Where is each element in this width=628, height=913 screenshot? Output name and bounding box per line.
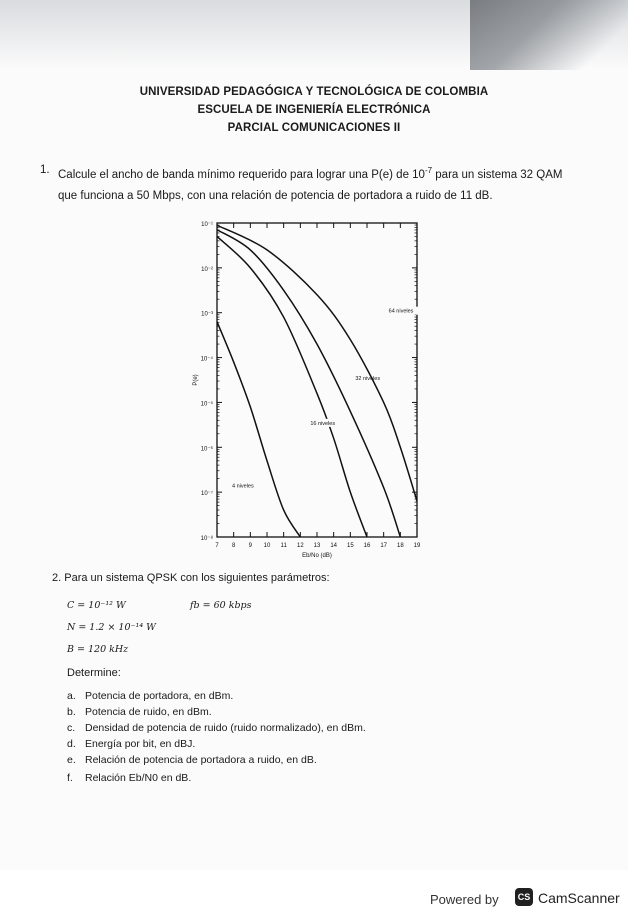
x-tick-label: 14: [330, 543, 338, 549]
x-tick-label: 18: [396, 543, 404, 549]
param-bandwidth: B = 120 kHz: [67, 644, 129, 655]
university-title: UNIVERSIDAD PEDAGÓGICA Y TECNOLÓGICA DE COLOMBIA: [139, 86, 489, 98]
x-tick-label: 7: [215, 543, 219, 549]
page-fold: [470, 0, 628, 70]
x-axis-label: Eb/No (dB): [302, 553, 332, 559]
x-tick-label: 15: [346, 543, 354, 549]
param-noise: N = 1.2 × 10⁻¹⁴ W: [67, 622, 156, 633]
powered-by-label: Powered by: [430, 892, 499, 907]
list-item: d. Energía por bit, en dBJ.: [67, 738, 196, 750]
series-label: 64 niveles: [388, 308, 414, 315]
y-tick-label: 10⁻⁴: [200, 356, 213, 363]
series-line: [217, 230, 400, 537]
x-tick-label: 19: [413, 543, 421, 549]
x-tick-label: 13: [313, 543, 321, 549]
camscanner-logo-icon: CS: [515, 888, 533, 906]
y-axis-label: P(e): [193, 374, 199, 386]
question-2: [52, 572, 330, 584]
x-tick-label: 12: [296, 543, 304, 549]
question-2-text: Para un sistema QPSK con los siguientes parámetros:: [64, 572, 330, 584]
x-tick-label: 17: [380, 543, 388, 549]
y-tick-label: 10⁻⁶: [200, 446, 213, 453]
series-line: [217, 225, 417, 501]
param-carrier: C = 10⁻¹² W: [67, 600, 126, 611]
list-item: c. Densidad de potencia de ruido (ruido normalizado), en dBm.: [67, 722, 366, 734]
y-tick-label: 10⁻¹: [201, 222, 213, 228]
error-probability-chart: [185, 215, 430, 570]
x-tick-label: 16: [363, 543, 371, 549]
determine-label: Determine:: [67, 667, 121, 679]
y-tick-label: 10⁻⁸: [200, 536, 213, 542]
y-tick-label: 10⁻²: [201, 266, 213, 273]
question-1-number: 1.: [40, 164, 50, 176]
x-tick-label: 10: [263, 543, 271, 549]
y-tick-label: 10⁻⁷: [200, 491, 213, 498]
series-label: 32 niveles: [355, 376, 381, 382]
school-title: ESCUELA DE INGENIERÍA ELECTRÓNICA: [197, 104, 431, 116]
series-label: 16 niveles: [310, 420, 336, 427]
camscanner-brand: CamScanner: [538, 890, 620, 906]
y-tick-label: 10⁻⁵: [200, 401, 213, 408]
list-item: b. Potencia de ruido, en dBm.: [67, 706, 212, 718]
x-tick-label: 8: [231, 543, 236, 549]
param-bitrate: fb = 60 kbps: [190, 600, 252, 611]
series-label: 4 niveles: [232, 483, 254, 490]
x-tick-label: 9: [248, 543, 253, 549]
question-1-text: Calcule el ancho de banda mínimo requerido para lograr una P(e) de $10^{-7}$ para un sistema 32 QAM que funciona a 50 Mbps, con una relación de potencia de portadora a ruido de 11 dB.: [58, 166, 563, 202]
list-item: f. Relación Eb/N0 en dB.: [67, 772, 192, 784]
list-item: e. Relación de potencia de portadora a ruido, en dB.: [67, 754, 317, 766]
y-tick-label: 10⁻³: [201, 311, 213, 318]
series-line: [217, 322, 300, 537]
exam-title: PARCIAL COMUNICACIONES II: [227, 122, 401, 134]
x-tick-label: 11: [280, 543, 287, 549]
footer-bar: [0, 870, 628, 913]
series-line: [217, 236, 367, 537]
question-2-number: 2.: [52, 572, 62, 584]
list-item: a. Potencia de portadora, en dBm.: [67, 690, 234, 702]
